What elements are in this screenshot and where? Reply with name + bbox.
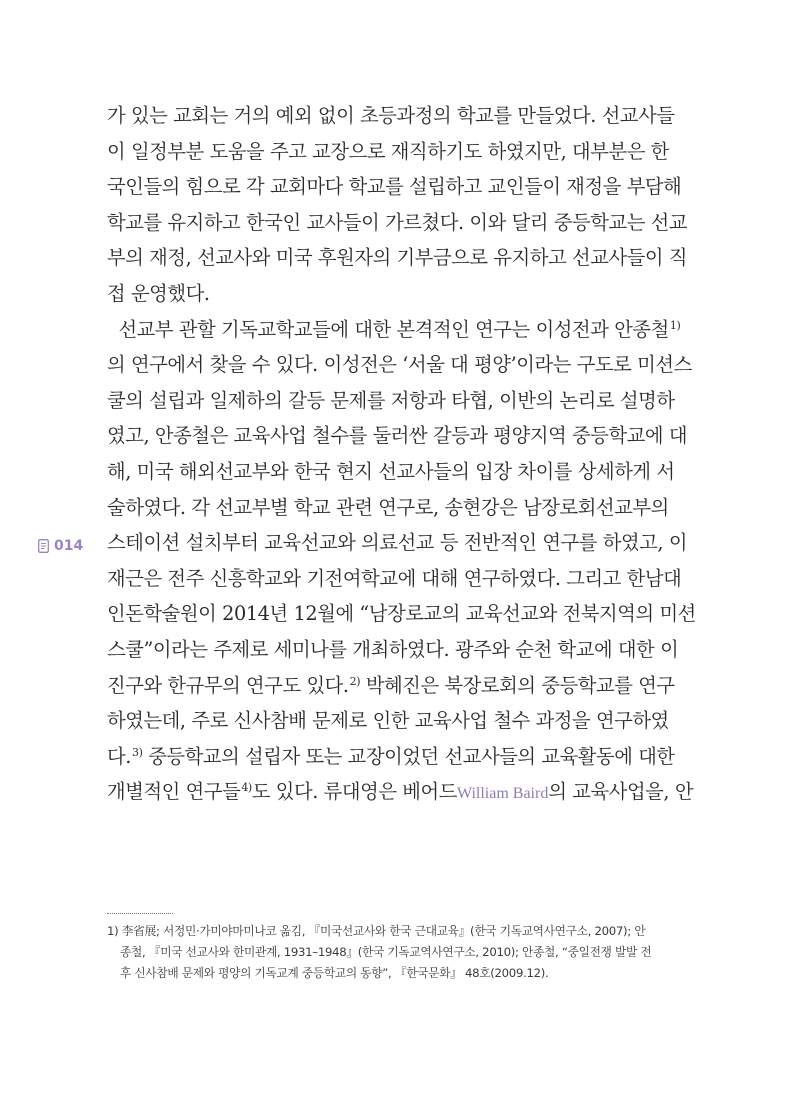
footnote-line: 종철, 『미국 선교사와 한미관계, 1931–1948』(한국 기독교역사연구소, 2010); 안종철, “중일전쟁 발발 전: [120, 945, 652, 959]
body-line: 국인들의 힘으로 각 교회마다 학교를 설립하고 교인들이 재정을 부담해: [107, 175, 682, 199]
body-line: 였고, 안종철은 교육사업 철수를 둘러싼 갈등과 평양지역 중등학교에 대: [107, 424, 688, 448]
page-icon: [38, 539, 49, 553]
body-line: 해, 미국 해외선교부와 한국 현지 선교사들의 입장 차이를 상세하게 서: [107, 459, 675, 483]
body-line: 스쿨”이라는 주제로 세미나를 개최하였다. 광주와 순천 학교에 대한 이: [107, 637, 679, 661]
body-line: 의 연구에서 찾을 수 있다. 이성전은 ‘서울 대 평양’이라는 구도로 미션스: [107, 353, 692, 377]
footnote: [107, 921, 652, 984]
footnote-ref: 1): [669, 318, 681, 332]
latin-name: William Baird: [456, 785, 549, 803]
footnote-ref: 3): [131, 745, 143, 759]
body-line: 쿨의 설립과 일제하의 갈등 문제를 저항과 타협, 이반의 논리로 설명하: [107, 388, 675, 412]
body-line: 선교부 관할 기독교학교들에 대한 본격적인 연구는 이성전과 안종철$^{1)}$: [107, 317, 681, 341]
footnote-ref: 4): [241, 781, 252, 795]
body-line: 하였는데, 주로 신사참배 문제로 인한 교육사업 철수 과정을 연구하였: [107, 709, 669, 733]
footnote-line: 후 신사참배 문제와 평양의 기독교계 중등학교의 동향”, 『한국문화』 48호(2009.12).: [120, 966, 549, 980]
footnote-divider: [107, 913, 173, 914]
body-line: 술하였다. 각 선교부별 학교 관련 연구로, 송현강은 남장로회선교부의: [107, 495, 669, 519]
body-line: 다.$^{3)}$ 중등학교의 설립자 또는 교장이었던 선교사들의 교육활동에 대한: [107, 744, 675, 768]
body-line: 진구와 한규무의 연구도 있다.$^{2)}$ 박혜진은 북장로회의 중등학교를 연구: [107, 673, 675, 697]
body-line: 접 운영했다.: [107, 281, 210, 305]
page-number-text: 014: [54, 538, 84, 554]
footnote-line: 1) 李省展; 서정민·가미야마미나코 옮김, 『미국선교사와 한국 근대교육』(한국 기독교역사연구소, 2007); 안: [107, 924, 646, 938]
body-line: 인돈학술원이 2014년 12월에 “남장로교의 교육선교와 전북지역의 미션: [107, 602, 696, 626]
page-number: [38, 538, 83, 554]
body-line: 스테이션 설치부터 교육선교와 의료선교 등 전반적인 연구를 하였고, 이: [107, 531, 688, 555]
body-line: 개별적인 연구들$^{4)}$도 있다. 류대영은 베어드William Baird의 교육사업을, 안: [107, 780, 694, 804]
body-text: [107, 98, 696, 812]
body-line: 학교를 유지하고 한국인 교사들이 가르쳤다. 이와 달리 중등학교는 선교: [107, 210, 688, 234]
body-line: 이 일정부분 도움을 주고 교장으로 재직하기도 하였지만, 대부분은 한: [107, 139, 669, 163]
body-line: 가 있는 교회는 거의 예외 없이 초등과정의 학교를 만들었다. 선교사들: [107, 104, 675, 127]
footnote-ref: 2): [349, 674, 361, 688]
body-line: 재근은 전주 신흥학교와 기전여학교에 대해 연구하였다. 그리고 한남대: [107, 566, 682, 590]
body-line: 부의 재정, 선교사와 미국 후원자의 기부금으로 유지하고 선교사들이 직: [107, 246, 688, 270]
